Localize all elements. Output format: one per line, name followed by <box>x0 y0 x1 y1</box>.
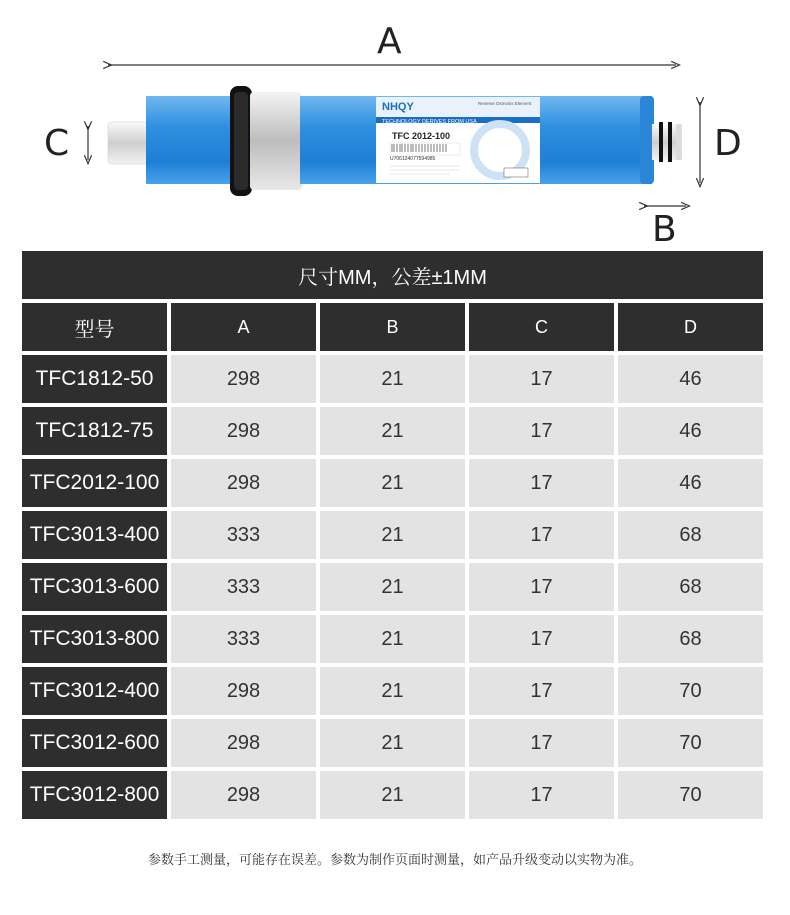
table-row <box>22 615 763 663</box>
cell-b: 21 <box>320 563 465 611</box>
cell-c: 17 <box>469 459 614 507</box>
table-row <box>22 719 763 767</box>
cell-model: TFC3013-400 <box>22 511 167 559</box>
table-row <box>22 511 763 559</box>
cell-c: 17 <box>469 563 614 611</box>
cell-model: TFC3012-400 <box>22 667 167 715</box>
cell-a: 298 <box>171 355 316 403</box>
label-barcode: U706124077594985 <box>390 156 436 162</box>
cell-b: 21 <box>320 719 465 767</box>
table-row <box>22 563 763 611</box>
cell-c: 17 <box>469 719 614 767</box>
cell-b: 21 <box>320 355 465 403</box>
cell-d: 68 <box>618 511 763 559</box>
cell-c: 17 <box>469 355 614 403</box>
left-pipe <box>108 122 150 164</box>
table-title: 尺寸MM，公差±1MM <box>22 251 763 299</box>
cell-model: TFC3012-800 <box>22 771 167 819</box>
header-b: B <box>320 303 465 351</box>
cell-b: 21 <box>320 615 465 663</box>
cell-b: 21 <box>320 511 465 559</box>
right-pipe <box>652 124 678 160</box>
cell-a: 333 <box>171 615 316 663</box>
end-collar <box>250 92 302 190</box>
table-header-row <box>22 303 763 351</box>
cell-a: 333 <box>171 563 316 611</box>
cell-d: 68 <box>618 563 763 611</box>
header-c: C <box>469 303 614 351</box>
cell-d: 46 <box>618 459 763 507</box>
cell-c: 17 <box>469 615 614 663</box>
cell-model: TFC3013-600 <box>22 563 167 611</box>
dimension-d-label: D <box>714 123 742 164</box>
cell-a: 333 <box>171 511 316 559</box>
footnote: 参数手工测量，可能存在误差。参数为制作页面时测量，如产品升级变动以实物为准。 <box>147 852 642 867</box>
cell-d: 46 <box>618 407 763 455</box>
label-model: TFC 2012-100 <box>392 131 451 141</box>
header-a: A <box>171 303 316 351</box>
label-slogan: TECHNOLOGY DERIVES FROM USA <box>382 119 477 125</box>
cell-b: 21 <box>320 459 465 507</box>
left-membrane-body <box>146 96 238 184</box>
cell-b: 21 <box>320 667 465 715</box>
cell-d: 70 <box>618 719 763 767</box>
cell-a: 298 <box>171 667 316 715</box>
cell-b: 21 <box>320 771 465 819</box>
table-row <box>22 407 763 455</box>
dimension-b-label: B <box>652 209 677 250</box>
label-subtitle: Reverse Osmosis Element <box>478 101 532 106</box>
cell-d: 68 <box>618 615 763 663</box>
cell-c: 17 <box>469 667 614 715</box>
dimension-a-label: A <box>377 21 402 62</box>
cell-c: 17 <box>469 771 614 819</box>
cell-model: TFC3012-600 <box>22 719 167 767</box>
dimension-c-label: C <box>44 123 70 164</box>
cell-a: 298 <box>171 459 316 507</box>
cell-d: 46 <box>618 355 763 403</box>
cell-c: 17 <box>469 407 614 455</box>
cell-a: 298 <box>171 719 316 767</box>
label-brand: NHQY <box>382 101 414 113</box>
cell-a: 298 <box>171 407 316 455</box>
spec-table <box>18 247 767 823</box>
cell-d: 70 <box>618 771 763 819</box>
product-diagram <box>0 0 790 250</box>
cell-a: 298 <box>171 771 316 819</box>
cell-model: TFC1812-50 <box>22 355 167 403</box>
header-d: D <box>618 303 763 351</box>
product-label <box>376 97 540 183</box>
cell-d: 70 <box>618 667 763 715</box>
cell-model: TFC1812-75 <box>22 407 167 455</box>
cell-model: TFC2012-100 <box>22 459 167 507</box>
cell-c: 17 <box>469 511 614 559</box>
table-row <box>22 459 763 507</box>
cell-model: TFC3013-800 <box>22 615 167 663</box>
cell-b: 21 <box>320 407 465 455</box>
table-row <box>22 667 763 715</box>
header-model: 型号 <box>22 303 167 351</box>
table-row <box>22 355 763 403</box>
table-row <box>22 771 763 819</box>
